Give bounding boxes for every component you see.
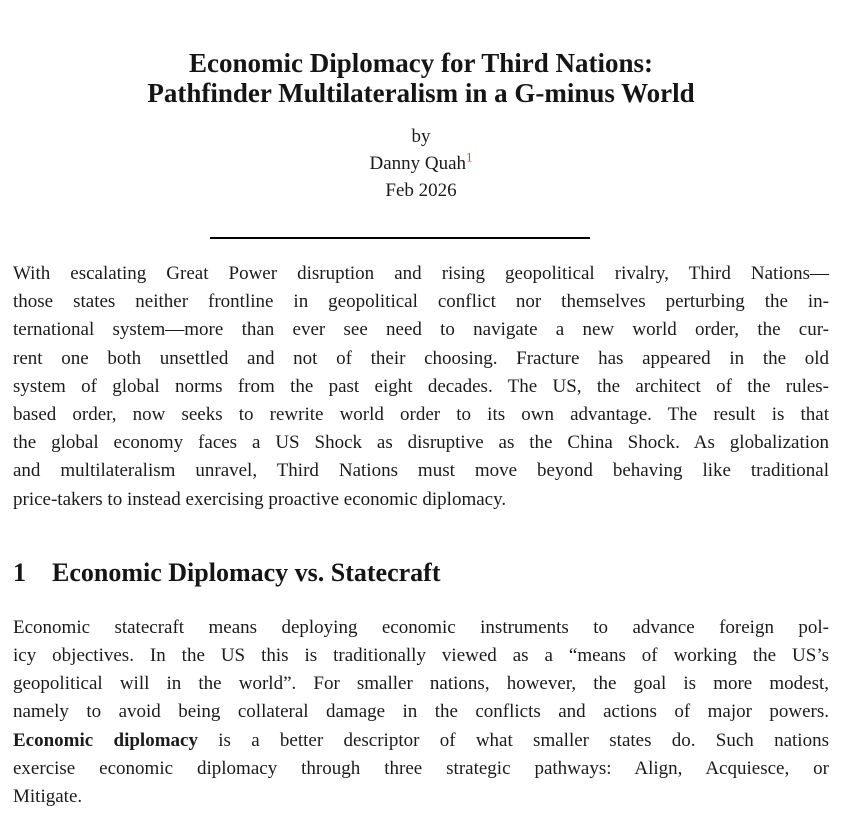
byline xyxy=(13,123,829,204)
section-1-paragraph xyxy=(13,614,829,811)
paper-date: Feb 2026 xyxy=(385,180,457,201)
divider-rule xyxy=(210,237,590,239)
body-line-with-bold-term xyxy=(13,727,829,755)
body-line: Mitigate. xyxy=(13,786,83,808)
section-title: Economic Diplomacy vs. Statecraft xyxy=(52,557,441,587)
section-1-heading xyxy=(13,557,829,589)
abstract-line: based order, now seeks to rewrite world order to its own advantage. The result is that xyxy=(13,404,829,426)
paper-title xyxy=(13,0,829,108)
bold-term-economic-diplomacy: Economic diplomacy xyxy=(13,729,198,751)
abstract-paragraph xyxy=(13,260,829,514)
byline-by: by xyxy=(411,126,431,147)
paper-title-line-2: Pathfinder Multilateralism in a G-minus World xyxy=(147,78,695,108)
abstract-line: system of global norms from the past eight decades. The US, the architect of the rules- xyxy=(13,375,829,397)
footnote-marker-link[interactable]: 1 xyxy=(466,149,473,165)
paper-title-line-1: Economic Diplomacy for Third Nations: xyxy=(188,48,653,78)
section-number: 1 xyxy=(13,557,26,587)
abstract-line: and multilateralism unravel, Third Nations must move beyond behaving like traditional xyxy=(13,460,829,482)
abstract-line: With escalating Great Power disruption and rising geopolitical rivalry, Third Nations— xyxy=(13,263,829,284)
body-line: geopolitical will in the world”. For smaller nations, however, the goal is more modest, xyxy=(13,673,829,695)
abstract-line: those states neither frontline in geopolitical conflict nor themselves perturbing the in- xyxy=(13,291,829,313)
body-line-rest: is a better descriptor of what smaller states do. Such nations xyxy=(197,729,829,751)
body-line: icy objectives. In the US this is traditionally viewed as a “means of working the US’s xyxy=(13,645,829,667)
abstract-line: price-takers to instead exercising proactive economic diplomacy. xyxy=(13,488,507,510)
author-name: Danny Quah xyxy=(369,153,467,174)
body-line: Economic statecraft means deploying economic instruments to advance foreign pol- xyxy=(13,616,829,638)
abstract-line: the global economy faces a US Shock as disruptive as the China Shock. As globalization xyxy=(13,432,829,454)
abstract-line: rent one both unsettled and not of their choosing. Fracture has appeared in the old xyxy=(13,347,829,369)
byline-author-line xyxy=(13,150,829,177)
body-line: exercise economic diplomacy through three strategic pathways: Align, Acquiesce, or xyxy=(13,757,829,779)
body-line: namely to avoid being collateral damage in the conflicts and actions of major powers. xyxy=(13,701,829,723)
abstract-line: ternational system—more than ever see need to navigate a new world order, the cur- xyxy=(13,319,829,341)
